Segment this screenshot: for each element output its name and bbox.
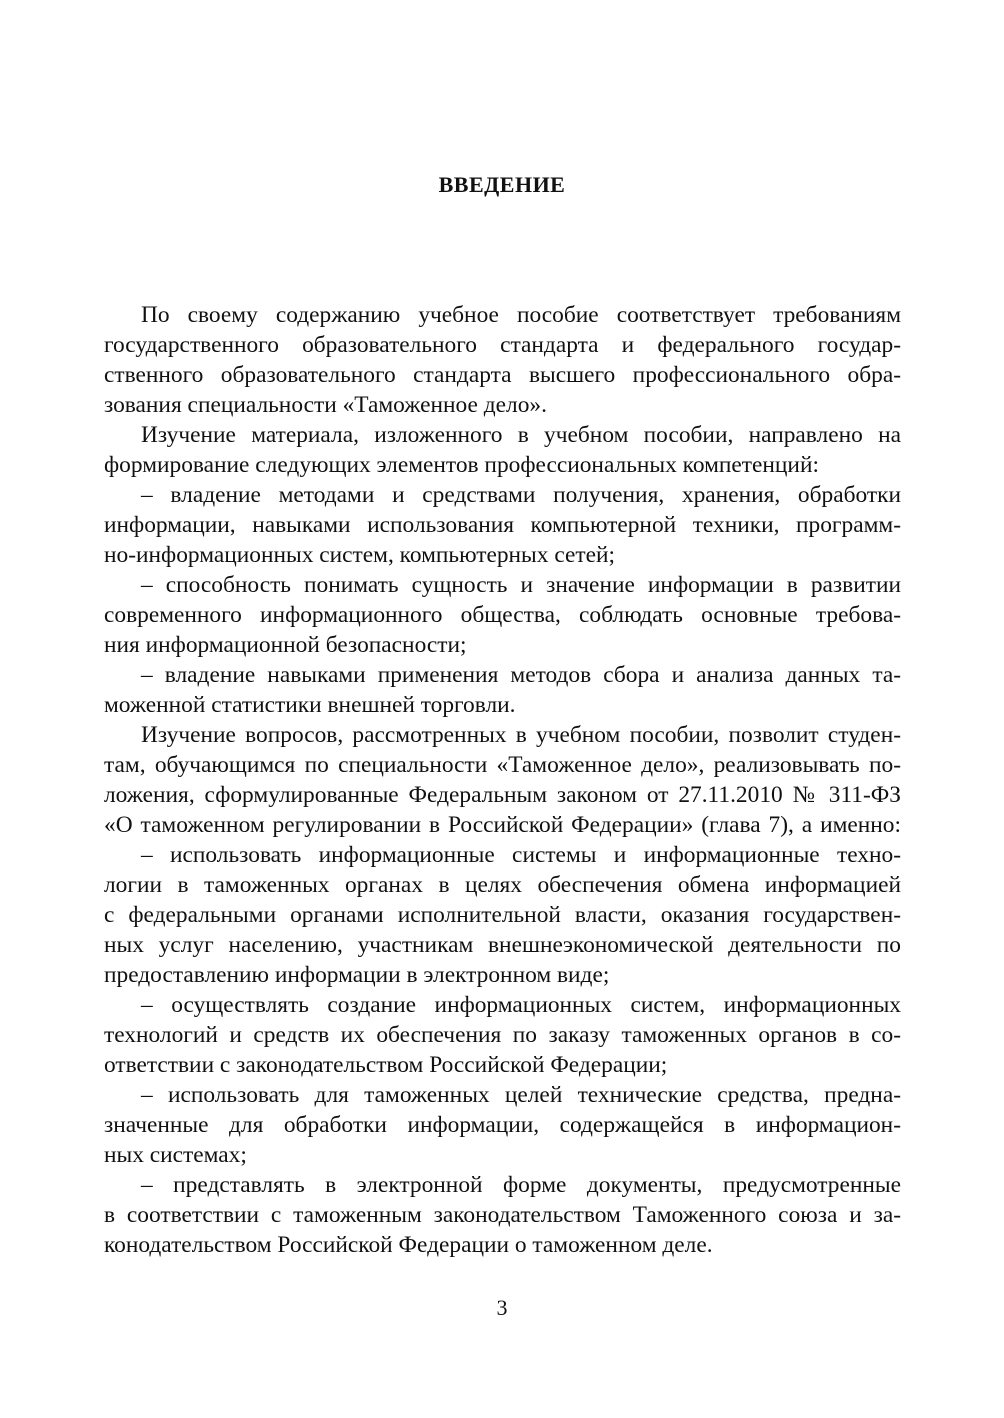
text-line: ных системах; [104, 1142, 247, 1168]
text-line: – представлять в электронной форме документы, предусмотренные [141, 1172, 901, 1198]
text-line: в соответствии с таможенным законодательством Таможенного союза и за- [104, 1202, 901, 1228]
text-line: современного информационного общества, соблюдать основные требова- [104, 602, 901, 628]
text-line: зования специальности «Таможенное дело». [104, 392, 547, 418]
text-line: моженной статистики внешней торговли. [104, 692, 516, 718]
text-line: ответствии с законодательством Российской Федерации; [104, 1052, 668, 1078]
text-line: Изучение вопросов, рассмотренных в учебном пособии, позволит студен- [141, 722, 901, 748]
text-line: – владение методами и средствами получения, хранения, обработки [141, 482, 901, 508]
text-line: – владение навыками применения методов сбора и анализа данных та- [141, 662, 901, 688]
text-line: но-информационных систем, компьютерных сетей; [104, 542, 615, 568]
text-line: значенные для обработки информации, содержащейся в информацион- [104, 1112, 901, 1138]
text-line: ных услуг населению, участникам внешнеэкономической деятельности по [104, 932, 901, 958]
text-line: «О таможенном регулировании в Российской Федерации» (глава 7), а именно: [104, 812, 901, 838]
text-line: логии в таможенных органах в целях обеспечения обмена информацией [104, 872, 901, 898]
text-line: там, обучающимся по специальности «Таможенное дело», реализовывать по- [104, 752, 901, 778]
text-line: с федеральными органами исполнительной власти, оказания государствен- [104, 902, 901, 928]
text-line: конодательством Российской Федерации о таможенном деле. [104, 1232, 713, 1258]
body-text [104, 300, 901, 1260]
text-line: предоставлению информации в электронном виде; [104, 962, 610, 988]
page-title: ВВЕДЕНИЕ [438, 172, 566, 197]
text-line: технологий и средств их обеспечения по заказу таможенных органов в со- [104, 1022, 901, 1048]
text-line: – использовать для таможенных целей технические средства, предна- [141, 1082, 901, 1108]
text-line: – использовать информационные системы и информационные техно- [141, 842, 901, 868]
page-number: 3 [496, 1295, 508, 1320]
text-line: информации, навыками использования компьютерной техники, программ- [104, 512, 901, 538]
text-line: – осуществлять создание информационных систем, информационных [141, 992, 901, 1018]
text-line: формирование следующих элементов профессиональных компетенций: [104, 452, 819, 478]
text-line: государственного образовательного стандарта и федерального государ- [104, 332, 901, 358]
text-line: Изучение материала, изложенного в учебном пособии, направлено на [141, 422, 901, 448]
text-line: ния информационной безопасности; [104, 632, 467, 658]
text-line: По своему содержанию учебное пособие соответствует требованиям [141, 302, 901, 328]
text-line: ственного образовательного стандарта высшего профессионального обра- [104, 362, 901, 388]
text-line: ложения, сформулированные Федеральным законом от 27.11.2010 № 311-ФЗ [104, 782, 901, 808]
text-line: – способность понимать сущность и значение информации в развитии [141, 572, 901, 598]
